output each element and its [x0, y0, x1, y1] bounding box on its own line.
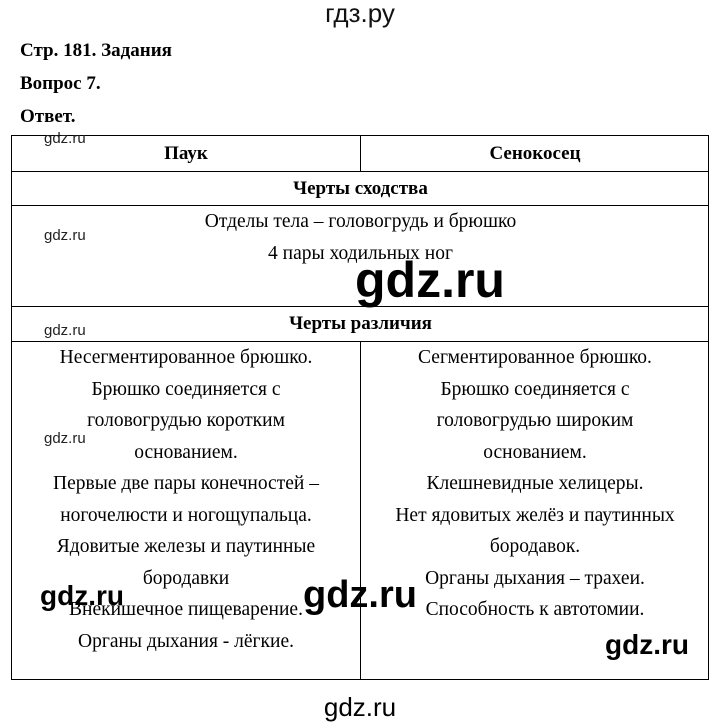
- watermark-medium: gdz.ru: [303, 574, 417, 616]
- harvestman-trait: головогрудью широким: [436, 410, 634, 431]
- harvestman-trait: Брюшко соединяется с: [440, 378, 630, 400]
- similarity-item: Отделы тела – головогрудь и брюшко: [204, 211, 517, 232]
- spider-trait: ногочелюсти и ногощупальца.: [60, 504, 312, 526]
- spider-trait: Первые две пары конечностей –: [53, 473, 319, 494]
- answer-label: Ответ.: [20, 106, 76, 127]
- watermark-small: gdz.ru: [44, 130, 86, 147]
- watermark-small: gdz.ru: [44, 430, 86, 447]
- spider-trait: Ядовитые железы и паутинные: [56, 536, 316, 557]
- harvestman-trait: Клешневидные хелицеры.: [426, 473, 644, 494]
- watermark-small: gdz.ru: [44, 227, 86, 244]
- spider-trait: Несегментированное брюшко.: [59, 347, 313, 368]
- similarity-item: 4 пары ходильных ног: [268, 242, 453, 264]
- watermark-medium: gdz.ru: [605, 629, 689, 660]
- watermark-large: gdz.ru: [355, 252, 505, 308]
- spider-trait: бородавки: [142, 567, 230, 589]
- spider-trait: головогрудью коротким: [87, 410, 285, 431]
- column-header-harvestman: Сенокосец: [489, 143, 581, 164]
- harvestman-trait: Нет ядовитых желёз и паутинных: [395, 504, 675, 526]
- spider-trait: Внекишечное пищеварение.: [69, 599, 303, 620]
- harvestman-trait: Сегментированное брюшко.: [418, 347, 652, 368]
- harvestman-trait: бородавок.: [489, 536, 581, 557]
- site-header: гдз.ру: [325, 0, 395, 28]
- spider-trait: основанием.: [134, 441, 238, 463]
- column-header-spider: Паук: [164, 143, 208, 164]
- spider-trait: Органы дыхания - лёгкие.: [78, 630, 294, 652]
- question-number: Вопрос 7.: [20, 73, 101, 94]
- harvestman-trait: основанием.: [483, 441, 587, 463]
- watermark-small: gdz.ru: [44, 322, 86, 339]
- differences-title: Черты различия: [289, 313, 432, 334]
- site-footer: gdz.ru: [323, 692, 397, 722]
- watermark-medium: gdz.ru: [40, 580, 124, 611]
- harvestman-trait: Способность к автотомии.: [425, 599, 645, 620]
- page-reference: Стр. 181. Задания: [20, 40, 172, 61]
- similarities-title: Черты сходства: [293, 178, 428, 199]
- spider-trait: Брюшко соединяется с: [91, 378, 281, 400]
- harvestman-trait: Органы дыхания – трахеи.: [425, 567, 645, 589]
